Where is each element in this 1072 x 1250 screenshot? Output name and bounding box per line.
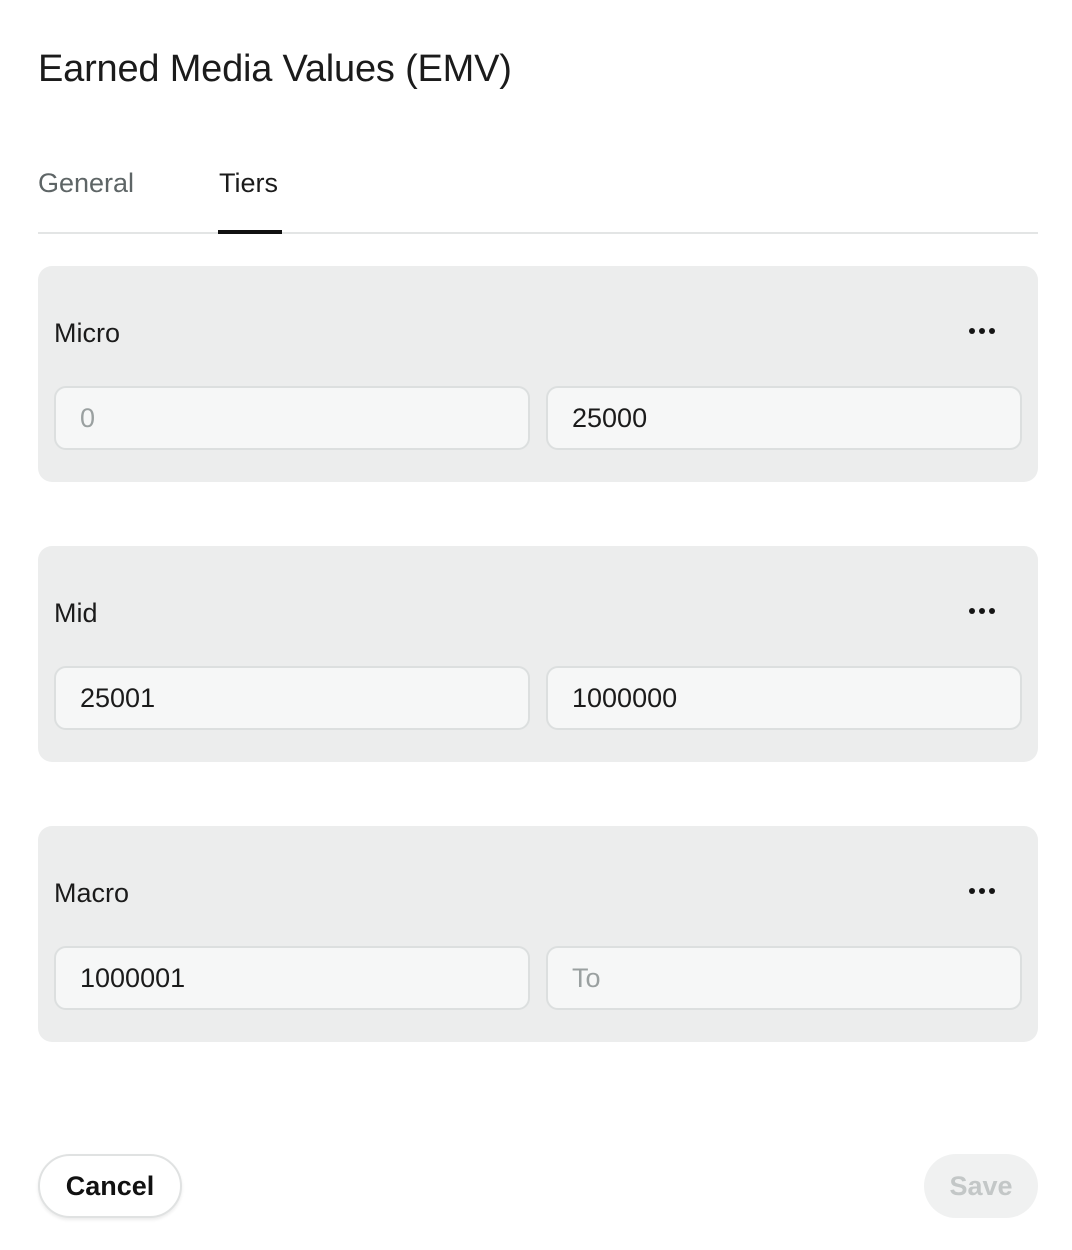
- save-button[interactable]: Save: [924, 1154, 1038, 1218]
- tier-card-mid: [38, 546, 1038, 762]
- tier-from-input[interactable]: [54, 666, 530, 730]
- more-options-icon[interactable]: [962, 876, 1002, 906]
- tier-card-micro: [38, 266, 1038, 482]
- cancel-button[interactable]: Cancel: [38, 1154, 182, 1218]
- tab-general[interactable]: General: [38, 168, 135, 198]
- tier-from-input[interactable]: [54, 386, 530, 450]
- tab-tiers[interactable]: Tiers: [219, 168, 278, 198]
- tier-to-input[interactable]: [546, 386, 1022, 450]
- more-options-icon[interactable]: [962, 316, 1002, 346]
- tier-label: Mid: [54, 598, 98, 628]
- tier-label: Macro: [54, 878, 130, 908]
- tier-card-macro: [38, 826, 1038, 1042]
- tier-to-input[interactable]: [546, 666, 1022, 730]
- tier-label: Micro: [54, 318, 120, 348]
- active-tab-indicator: [218, 230, 282, 234]
- tier-to-input[interactable]: [546, 946, 1022, 1010]
- tier-from-input[interactable]: [54, 946, 530, 1010]
- more-options-icon[interactable]: [962, 596, 1002, 626]
- tab-bar: [38, 160, 1038, 234]
- dialog-title: Earned Media Values (EMV): [38, 48, 512, 90]
